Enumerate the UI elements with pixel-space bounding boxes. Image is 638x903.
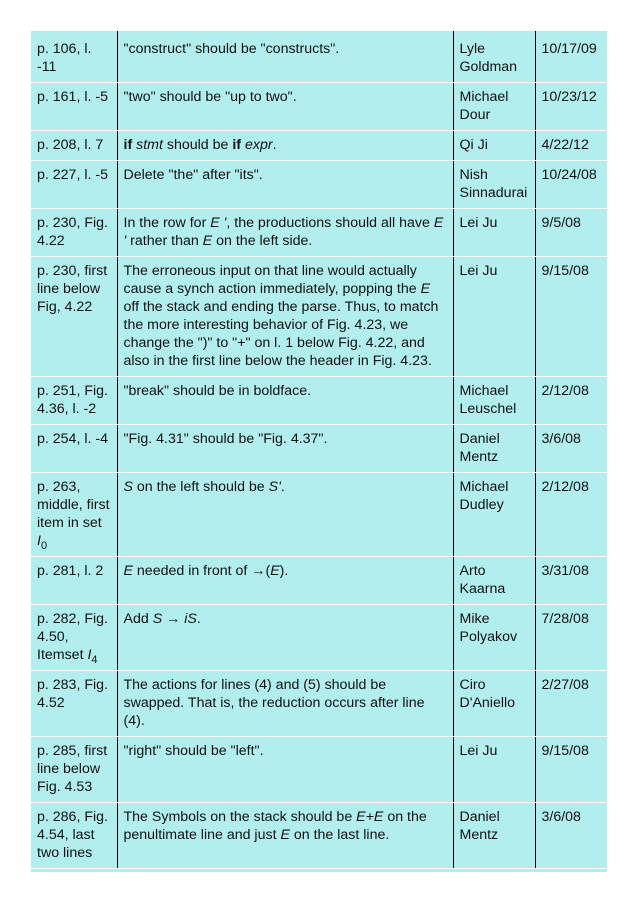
page-location: p. 285, first line below Fig. 4.53 [31, 737, 117, 803]
report-date: 9/15/08 [535, 257, 607, 377]
table-row [31, 473, 607, 557]
correction-text: Delete "the" after "its". [117, 161, 453, 209]
table-row [31, 605, 607, 671]
table-row [31, 209, 607, 257]
set-symbol: I [37, 533, 41, 549]
reporter-name: Lei Ju [453, 209, 535, 257]
text-fragment: . [280, 479, 285, 495]
text-fragment: . [196, 611, 201, 627]
table-row [31, 803, 607, 869]
expression-e-plus-e: E+E [356, 809, 384, 825]
correction-text [117, 557, 453, 605]
table-row [31, 557, 607, 605]
correction-text [117, 131, 453, 161]
table-row [31, 737, 607, 803]
keyword-if: if [123, 137, 133, 153]
symbol-e: E [280, 827, 290, 843]
report-date: 2/12/08 [535, 473, 607, 557]
report-date: 10/23/12 [535, 83, 607, 131]
correction-text [117, 209, 453, 257]
errata-table [31, 31, 607, 869]
correction-text: The actions for lines (4) and (5) should be swapped. That is, the reduction occurs after line (4). [117, 671, 453, 737]
reporter-name: Lei Ju [453, 257, 535, 377]
report-date: 3/31/08 [535, 557, 607, 605]
correction-text: "two" should be "up to two". [117, 83, 453, 131]
table-row [31, 161, 607, 209]
text-fragment: In the row for [123, 215, 211, 231]
page-location [31, 605, 117, 671]
set-subscript: 4 [91, 654, 98, 666]
page-location: p. 254, l. -4 [31, 425, 117, 473]
reporter-name: Michael Dudley [453, 473, 535, 557]
correction-text [117, 473, 453, 557]
reporter-name: Qi Ji [453, 131, 535, 161]
table-row [31, 671, 607, 737]
text-fragment: p. 282, Fig. 4.50, Itemset [37, 611, 108, 663]
page-location: p. 251, Fig. 4.36, l. -2 [31, 377, 117, 425]
text-fragment: The erroneous input on that line would actually cause a synch action immediately, popping the [123, 263, 421, 297]
text-fragment: Add [123, 611, 153, 627]
keyword-if: if [232, 137, 242, 153]
page-location: p. 106, l. -11 [31, 31, 117, 83]
table-row [31, 377, 607, 425]
report-date: 2/12/08 [535, 377, 607, 425]
reporter-name: Nish Sinnadurai [453, 161, 535, 209]
report-date: 10/24/08 [535, 161, 607, 209]
page-location: p. 283, Fig. 4.52 [31, 671, 117, 737]
reporter-name: Mike Polyakov [453, 605, 535, 671]
page-location: p. 281, l. 2 [31, 557, 117, 605]
text-fragment: on the penultimate line and just [123, 809, 427, 843]
text-fragment: off the stack and ending the parse. Thus, to match the more interesting behavior of Fig. 4.23, we change the ")" to "+" on l. 1 below Fig. 4.22, and also in the first line below the header in Fig. 4.23. [123, 299, 439, 369]
report-date: 4/22/12 [535, 131, 607, 161]
report-date: 10/17/09 [535, 31, 607, 83]
page-location: p. 230, first line below Fig, 4.22 [31, 257, 117, 377]
text-fragment: rather than [126, 233, 203, 249]
text-fragment: on the left should be [132, 479, 269, 495]
symbol-e: E [202, 233, 213, 249]
table-row [31, 257, 607, 377]
correction-text: "right" should be "left". [117, 737, 453, 803]
report-date: 7/28/08 [535, 605, 607, 671]
page-location: p. 286, Fig. 4.54, last two lines [31, 803, 117, 869]
set-symbol: I [87, 647, 92, 663]
correction-text [117, 257, 453, 377]
report-date: 3/6/08 [535, 803, 607, 869]
symbol-e: E [420, 281, 431, 297]
correction-text: "construct" should be "constructs". [117, 31, 453, 83]
set-subscript: 0 [40, 540, 48, 552]
symbol-e-prime: E ' [123, 215, 444, 249]
page-location: p. 230, Fig. 4.22 [31, 209, 117, 257]
symbol-e: E [270, 563, 280, 579]
symbol-s-prime: S' [268, 479, 281, 495]
correction-text: "Fig. 4.31" should be "Fig. 4.37". [117, 425, 453, 473]
report-date: 2/27/08 [535, 671, 607, 737]
production-rule: S → iS [152, 611, 197, 627]
reporter-name: Daniel Mentz [453, 803, 535, 869]
reporter-name: Ciro D'Aniello [453, 671, 535, 737]
text-fragment: p. 263, middle, first item in set [37, 479, 110, 531]
table-row [31, 131, 607, 161]
text-fragment: ). [279, 563, 289, 579]
text-fragment: on the left side. [212, 233, 313, 249]
report-date: 9/15/08 [535, 737, 607, 803]
reporter-name: Arto Kaarna [453, 557, 535, 605]
page-location: p. 227, l. -5 [31, 161, 117, 209]
term-stmt: stmt [136, 137, 163, 153]
text-fragment: . [272, 137, 277, 153]
table-row [31, 31, 607, 83]
reporter-name: Daniel Mentz [453, 425, 535, 473]
page-location: p. 161, l. -5 [31, 83, 117, 131]
reporter-name: Lei Ju [453, 737, 535, 803]
page-location [31, 473, 117, 557]
text-fragment: , the productions should all have [226, 215, 434, 231]
text-fragment: needed in front of →( [132, 563, 271, 579]
symbol-e: E [123, 563, 133, 579]
symbol-e-prime: E ' [210, 215, 227, 231]
table-row [31, 425, 607, 473]
report-date: 3/6/08 [535, 425, 607, 473]
text-fragment: on the last line. [289, 827, 390, 843]
reporter-name: Michael Leuschel [453, 377, 535, 425]
correction-text [117, 803, 453, 869]
reporter-name: Michael Dour [453, 83, 535, 131]
page-location: p. 208, l. 7 [31, 131, 117, 161]
report-date: 9/5/08 [535, 209, 607, 257]
text-fragment: should be [162, 137, 233, 153]
text-fragment: The Symbols on the stack should be [123, 809, 357, 825]
reporter-name: Lyle Goldman [453, 31, 535, 83]
symbol-s: S [123, 479, 133, 495]
correction-text [117, 605, 453, 671]
table-row [31, 83, 607, 131]
correction-text: "break" should be in boldface. [117, 377, 453, 425]
term-expr: expr [244, 137, 273, 153]
